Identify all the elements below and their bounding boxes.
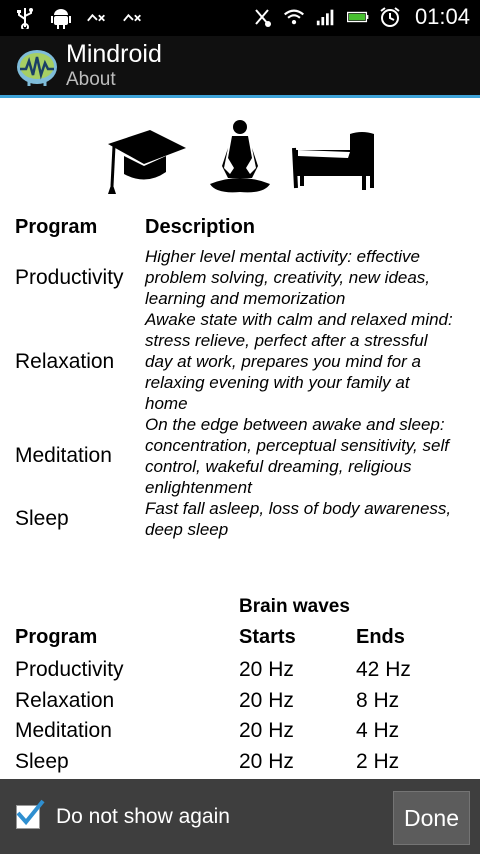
- android-debug-icon: [50, 7, 72, 29]
- app-logo-icon: [14, 45, 60, 87]
- ends-column-header: Ends: [356, 626, 405, 648]
- table-row: [15, 309, 470, 414]
- wave-ends: 42 Hz: [356, 658, 411, 681]
- wave-starts: 20 Hz: [239, 719, 294, 742]
- program-column-header: Program: [15, 216, 98, 238]
- status-time: 01:04: [414, 4, 470, 29]
- signal-icon: [315, 6, 337, 28]
- do-not-show-label[interactable]: Do not show again: [56, 805, 230, 828]
- missed-signal-icon: [86, 7, 108, 29]
- graduation-cap-icon: [106, 126, 186, 196]
- program-name: Sleep: [15, 507, 69, 530]
- programs-description-table: [15, 216, 470, 540]
- check-icon: [15, 798, 45, 826]
- missed-signal-icon: [122, 7, 144, 29]
- bottom-action-bar: [0, 779, 480, 854]
- table-row: [15, 498, 470, 540]
- brain-waves-title: Brain waves: [239, 596, 350, 617]
- table-row: [15, 414, 470, 498]
- wifi-icon: [283, 6, 305, 28]
- meditation-icon: [208, 118, 272, 196]
- wave-program: Meditation: [15, 719, 112, 742]
- program-description: Higher level mental activity: effective problem solving, creativity, new ideas, learning and memorization: [145, 247, 431, 308]
- wave-program: Sleep: [15, 750, 69, 773]
- app-title: Mindroid: [66, 40, 162, 68]
- wave-starts: 20 Hz: [239, 689, 294, 712]
- program-column-header: Program: [15, 626, 98, 648]
- wave-program: Productivity: [15, 658, 124, 681]
- wave-starts: 20 Hz: [239, 658, 294, 681]
- status-bar: [0, 0, 480, 36]
- program-description: Fast fall asleep, loss of body awareness, deep sleep: [145, 499, 452, 539]
- done-button[interactable]: Done: [393, 791, 470, 845]
- mute-icon: [251, 6, 273, 28]
- program-name: Meditation: [15, 444, 112, 467]
- starts-column-header: Starts: [239, 626, 296, 648]
- do-not-show-checkbox[interactable]: [16, 805, 40, 829]
- program-name: Relaxation: [15, 349, 115, 373]
- wave-starts: 20 Hz: [239, 750, 294, 773]
- about-content[interactable]: [0, 98, 480, 779]
- description-column-header: Description: [145, 216, 256, 238]
- wave-ends: 8 Hz: [356, 689, 400, 712]
- wave-ends: 4 Hz: [356, 719, 400, 742]
- usb-icon: [14, 7, 36, 29]
- wave-ends: 2 Hz: [356, 750, 400, 773]
- desc-table-header: [15, 216, 470, 246]
- program-name: Productivity: [15, 265, 124, 289]
- bed-icon: [292, 130, 376, 192]
- alarm-icon: [379, 6, 401, 28]
- program-icons-row: [0, 118, 480, 198]
- program-description: Awake state with calm and relaxed mind: stress relieve, perfect after a stressful day at work, prepares you mind for a relaxing evening with your family at home: [145, 310, 453, 413]
- screen-subtitle: About: [66, 69, 116, 90]
- battery-icon: [347, 6, 369, 28]
- table-row: [15, 246, 470, 309]
- wave-program: Relaxation: [15, 689, 115, 712]
- program-description: On the edge between awake and sleep: concentration, perceptual sensitivity, self control, wakeful dreaming, religious enlightenment: [145, 415, 449, 497]
- title-bar: [0, 36, 480, 98]
